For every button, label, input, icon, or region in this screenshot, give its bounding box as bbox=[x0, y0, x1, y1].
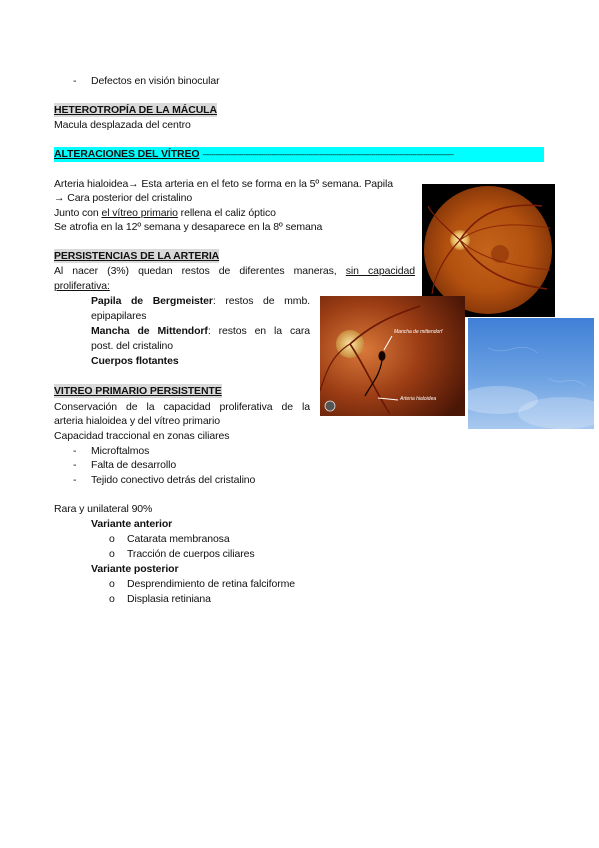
list-item: Microftalmos bbox=[91, 445, 150, 457]
list-item: Displasia retiniana bbox=[127, 593, 211, 605]
paragraph: Macula desplazada del centro bbox=[54, 119, 191, 131]
term-label: Cuerpos flotantes bbox=[91, 355, 179, 367]
variant-heading: Variante anterior bbox=[91, 518, 173, 530]
list-item: Defectos en visión binocular bbox=[91, 75, 220, 87]
mancha-line bbox=[91, 324, 310, 338]
underlined-text: el vítreo primario bbox=[101, 207, 178, 219]
paragraph-line: Capacidad traccional en zonas ciliares bbox=[54, 430, 230, 442]
underlined-text: sin capacidad bbox=[345, 265, 415, 277]
paragraph-line bbox=[54, 264, 415, 278]
heading-text: ALTERACIONES DEL VÍTREO bbox=[54, 148, 200, 160]
bullet-dash: - bbox=[73, 459, 77, 471]
paragraph-line bbox=[54, 206, 276, 220]
paragraph-line: arteria hialoidea y del vítreo primario bbox=[54, 415, 220, 427]
term-label: Papila de Bergmeister bbox=[91, 295, 213, 307]
bullet-dash: - bbox=[73, 474, 77, 486]
papila-line bbox=[91, 294, 310, 308]
list-item: Tejido conectivo detrás del cristalino bbox=[91, 474, 256, 486]
bullet-o: o bbox=[109, 548, 115, 560]
list-item: Falta de desarrollo bbox=[91, 459, 177, 471]
text-run: Junto con bbox=[54, 207, 102, 219]
paragraph-line: Conservación de la capacidad proliferativa de la bbox=[54, 401, 310, 413]
vitreous-floaters-image bbox=[468, 318, 594, 429]
text-run: : restos en la cara bbox=[207, 325, 310, 337]
section-heading-macula: HETEROTROPÍA DE LA MÁCULA bbox=[54, 104, 217, 116]
text-run: Al nacer (3%) quedan restos de diferentes maneras, bbox=[54, 265, 346, 277]
bullet-o: o bbox=[109, 593, 115, 605]
underlined-text: proliferativa: bbox=[54, 280, 110, 292]
paragraph: Rara y unilateral 90% bbox=[54, 503, 153, 515]
text-run: : restos de mmb. bbox=[212, 295, 311, 307]
paragraph-line: Se atrofia en la 12º semana y desaparece en la 8º semana bbox=[54, 221, 323, 233]
bullet-o: o bbox=[109, 578, 115, 590]
mittendorf-image bbox=[320, 296, 465, 416]
bullet-o: o bbox=[109, 533, 115, 545]
image-label-arteria: Arteria hialoidea bbox=[400, 396, 437, 402]
paragraph-line: epipapilares bbox=[91, 310, 147, 322]
paragraph-line: Arteria hialoidea→ Esta arteria en el feto se forma en la 5º semana. Papila bbox=[54, 178, 393, 190]
text-run: rellena el caliz óptico bbox=[177, 207, 276, 219]
variant-heading: Variante posterior bbox=[91, 563, 179, 575]
heading-dashes: -------------------------------------------------------------------------------------------------------------------- bbox=[202, 150, 454, 159]
section-heading-persistencias: PERSISTENCIAS DE LA ARTERIA bbox=[54, 250, 220, 262]
list-item: Tracción de cuerpos ciliares bbox=[127, 548, 255, 560]
paragraph-line: post. del cristalino bbox=[91, 340, 174, 352]
image-label-mancha: Mancha de mittendorf bbox=[394, 329, 443, 335]
section-heading-vpp: VITREO PRIMARIO PERSISTENTE bbox=[54, 385, 222, 397]
section-heading-vitreo bbox=[54, 147, 544, 162]
bullet-dash: - bbox=[73, 445, 77, 457]
paragraph-line: → Cara posterior del cristalino bbox=[54, 192, 193, 204]
term-label: Mancha de Mittendorf bbox=[91, 325, 208, 337]
list-item: Desprendimiento de retina falciforme bbox=[127, 578, 295, 590]
list-item: Catarata membranosa bbox=[127, 533, 230, 545]
bullet-dash: - bbox=[73, 75, 77, 87]
